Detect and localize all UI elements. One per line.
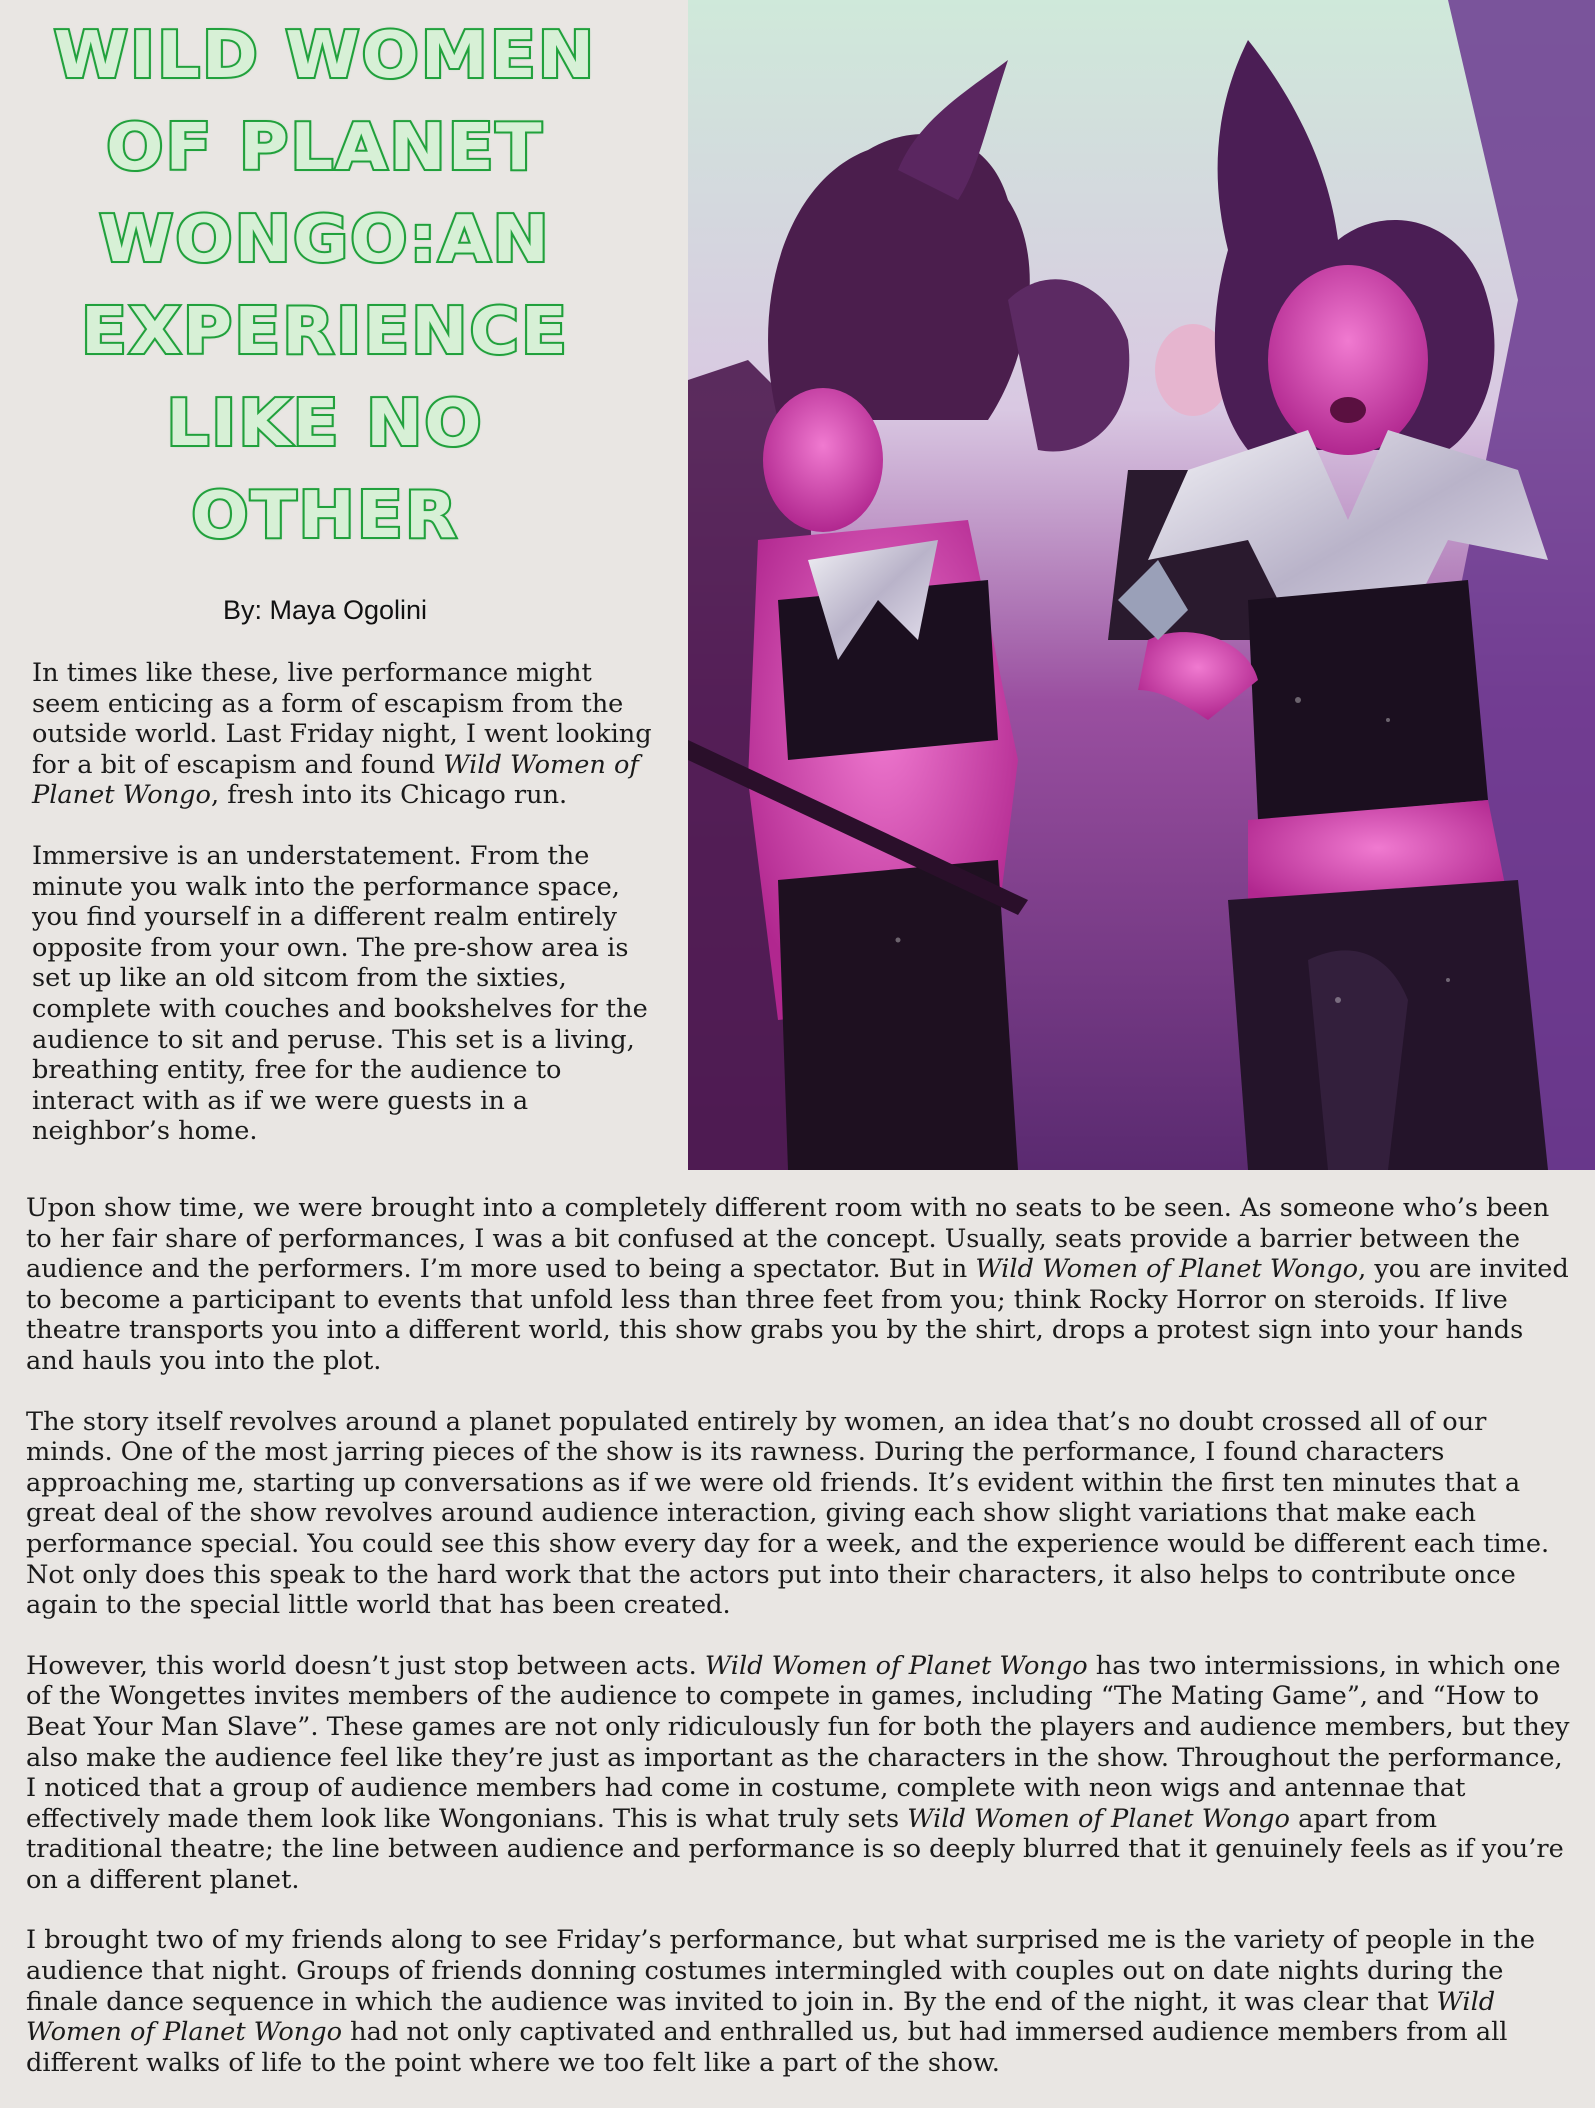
paragraph-3: Upon show time, we were brought into a completely different room with no seats to be seen. As someone who’s been to her fair share of performances, I was a bit confused at the concept. Usually, seats provide a barrier between the audience and the performers. I’m more used to being a spectator. But in Wild Women of Planet Wongo, you are invited to become a participant to events that unfold less than three feet from you; think Rocky Horror on steroids. If live theatre transports you into a different world, this show grabs you by the shirt, drops a protest sign into your hands and hauls you into the plot. [26, 1193, 1569, 1376]
title-line-1: WILD WOMEN [53, 19, 597, 93]
title-line-3: WONGO:AN [99, 203, 551, 277]
title-line-5: LIKE NO [166, 387, 484, 461]
byline: By: Maya Ogolini [222, 595, 428, 625]
title-line-6: OTHER [191, 479, 459, 553]
title-line-4: EXPERIENCE [81, 295, 569, 369]
paragraph-4: The story itself revolves around a planet populated entirely by women, an idea that’s no doubt crossed all of our minds. One of the most jarring pieces of the show is its rawness. During the performance, I found characters approaching me, starting up conversations as if we were old friends. It’s evident within the first ten minutes that a great deal of the show revolves around audience interaction, giving each show slight variations that make each performance special. You could see this show every day for a week, and the experience would be different each time. Not only does this speak to the hard work that the actors put into their characters, it also helps to contribute once again to the special little world that has been created. [26, 1406, 1550, 1621]
photo-illustration [688, 0, 1595, 1170]
article-title [53, 10, 597, 562]
full-width-text [26, 1193, 1571, 2108]
paragraph-5: However, this world doesn’t just stop between acts. Wild Women of Planet Wongo has two intermissions, in which one of the Wongettes invites members of the audience to compete in games, including “The Mating Game”, and “How to Beat Your Man Slave”. These games are not only ridiculously fun for both the players and audience members, but they also make the audience feel like they’re just as important as the characters in the show. Throughout the performance, I noticed that a group of audience members had come in costume, complete with neon wigs and antennae that effectively made them look like Wongonians. This is what truly sets Wild Women of Planet Wongo apart from traditional theatre; the line between audience and performance is so deeply blurred that it genuinely feels as if you’re on a different planet. [26, 1650, 1570, 1895]
performance-photo [688, 0, 1595, 1170]
title-line-2: OF PLANET [106, 111, 544, 185]
left-column-text [32, 658, 652, 1177]
paragraph-1: In times like these, live performance might seem enticing as a form of escapism from the outside world. Last Friday night, I went looking for a bit of escapism and found Wild Women of Planet Wongo, fresh into its Chicago run. [32, 658, 652, 811]
paragraph-6: I brought two of my friends along to see Friday’s performance, but what surprised me is the variety of people in the audience that night. Groups of friends donning costumes intermingled with couples out on date nights during the finale dance sequence in which the audience was invited to join in. By the end of the night, it was clear that Wild Women of Planet Wongo had not only captivated and enthralled us, but had immersed audience members from all different walks of life to the point where we too felt like a part of the show. [26, 1925, 1535, 2078]
paragraph-2: Immersive is an understatement. From the minute you walk into the performance space, you find yourself in a different realm entirely opposite from your own. The pre-show area is set up like an old sitcom from the sixties, complete with couches and bookshelves for the audience to sit and peruse. This set is a living, breathing entity, free for the audience to interact with as if we were guests in a neighbor’s home. [32, 840, 648, 1147]
